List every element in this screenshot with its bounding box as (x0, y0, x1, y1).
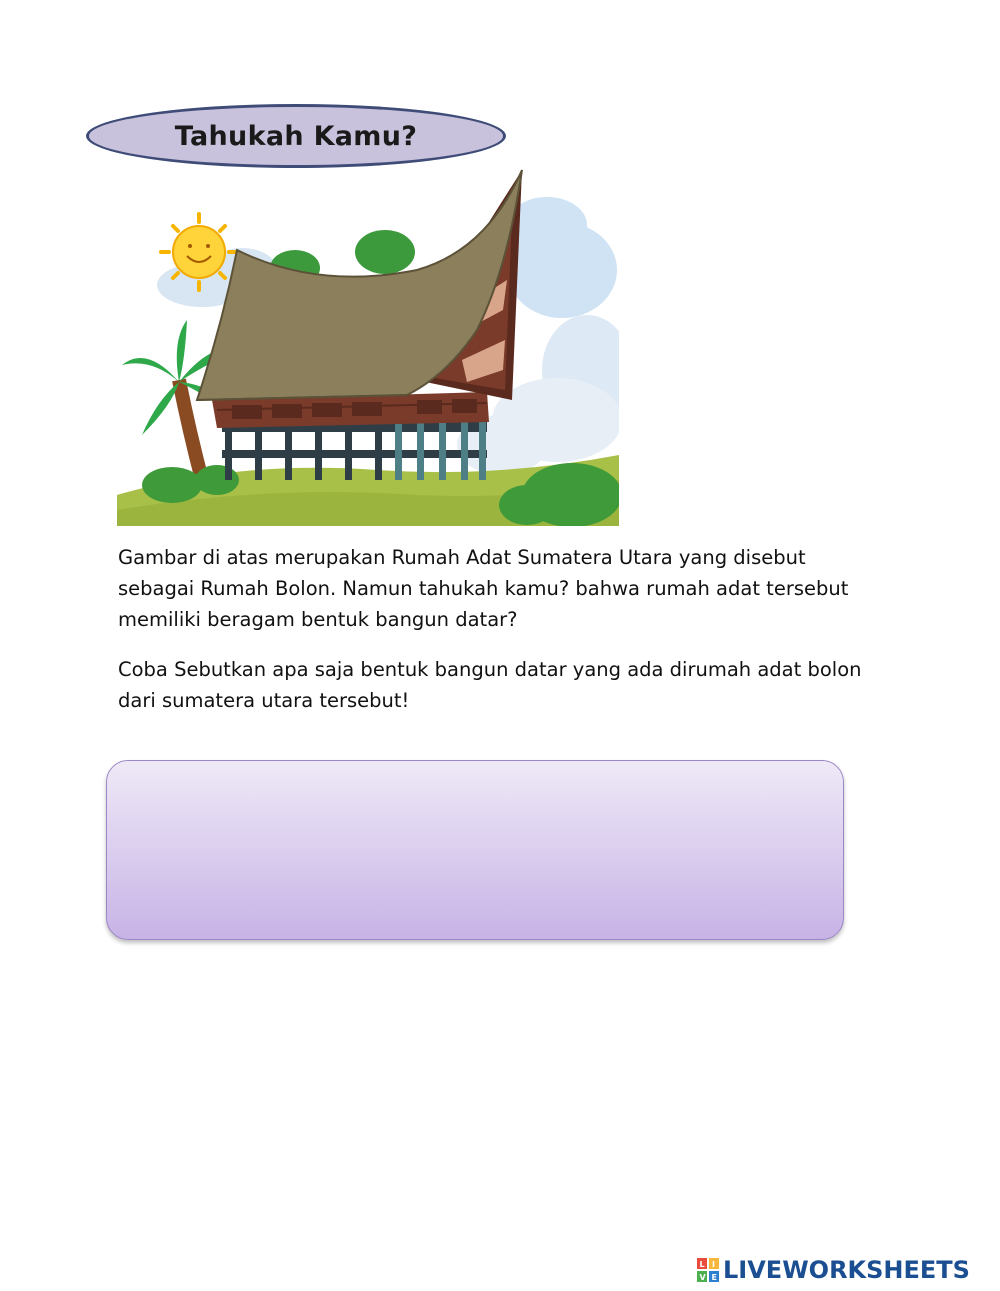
logo-letter: E (711, 1273, 717, 1282)
rumah-bolon-illustration (117, 160, 619, 526)
answer-box[interactable] (106, 760, 844, 940)
question-paragraph: Coba Sebutkan apa saja bentuk bangun datar yang ada dirumah adat bolon dari sumatera utara tersebut! (118, 658, 862, 712)
page-title: Tahukah Kamu? (174, 120, 418, 152)
brand-name: LIVEWORKSHEETS (723, 1256, 970, 1284)
logo-letter: L (699, 1260, 705, 1269)
title-banner (86, 104, 506, 168)
intro-paragraph: Gambar di atas merupakan Rumah Adat Sumatera Utara yang disebut sebagai Rumah Bolon. Namun tahukah kamu? bahwa rumah adat tersebut memiliki beragam bentuk bangun datar? (118, 546, 849, 631)
liveworksheets-brand (697, 1255, 970, 1285)
logo-letter: I (712, 1260, 715, 1269)
logo-letter: V (699, 1273, 706, 1282)
sun-icon (161, 214, 237, 290)
liveworksheets-logo-icon (697, 1258, 719, 1282)
